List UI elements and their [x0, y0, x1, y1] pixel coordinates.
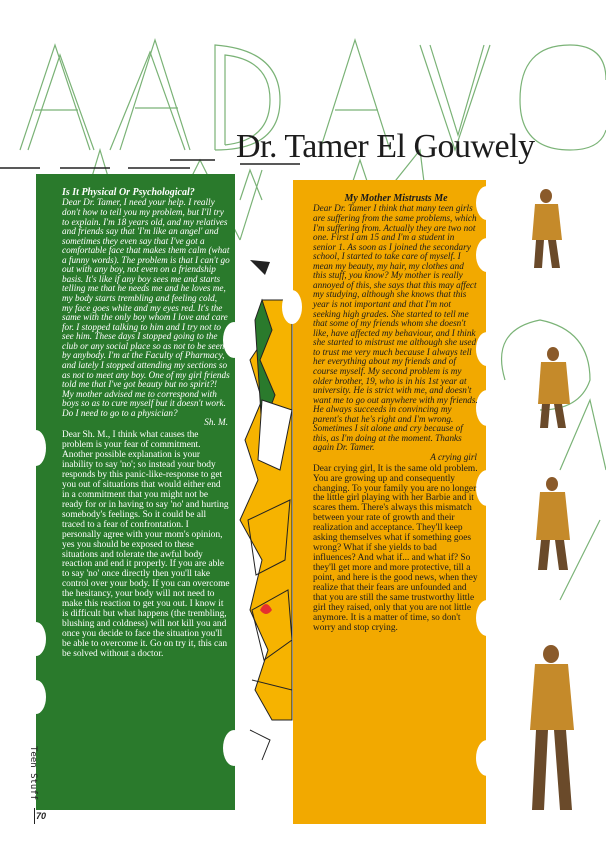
question-signature: Sh. M.	[204, 417, 228, 428]
answer-body: Dear crying girl, It is the same old problem. You are growing up and consequently changing. To your family you are no longer the little girl playing with her Barbie and it scares them. There's always this mismatch between your rate of growth and their realization and acceptance. They'll keep asking themselves what if something goes wrong? What if she yields to bad influences? And what if... and what if? So they'll get more and more protective, till a point, and here is the good news, when they realize that their fears are unfounded and that you are still the same trustworthy little girl they raised, only that you are not little anymore. It is a matter of time, so don't worry and stop crying.	[313, 463, 478, 634]
right-column-notch	[476, 390, 498, 426]
right-column-notch	[282, 290, 302, 324]
right-column-notch	[476, 186, 498, 220]
question-body: Dear Dr. Tamer I think that many teen girls are suffering from the same problems, which I'm suffering from. Actually they are two not one. First I am 15 and I'm a student in senior 1. As soon as I joined the secondary school, I started to take care of myself. I mean my beauty, my hair, my clothes and this stuff, you know? My mother is really annoyed of this, she says that this may affect my studying, although she knows that this year is not important and that I'm not seeking high grades. She started to tell me that some of my friends whom she doesn't like, have affected my behaviour, and I think she started to mistrust me although she used to trust me very much because I always tell her everything about my friends and of course myself. My second problem is my older brother, 19, who is in his 1st year at university. He is strict with me, and doesn't want me to go out anywhere with my friends. He always succeeds in convincing my parent's that he's right and I'm wrong. Sometimes I sit alone and cry because of this, as I'm doing at the moment. Thanks again Dr. Tamer.	[313, 203, 478, 453]
left-column-notch	[223, 730, 245, 766]
right-column-notch	[476, 740, 498, 776]
left-column-notch	[26, 430, 46, 466]
question-title: Is It Physical Or Psychological?	[62, 187, 195, 198]
right-column-notch	[476, 600, 498, 636]
right-column-notch	[476, 332, 498, 366]
section-label	[26, 746, 40, 806]
left-article	[62, 188, 230, 660]
left-column-notch	[26, 622, 46, 656]
page-number-rule	[34, 808, 35, 824]
right-column-notch	[476, 470, 498, 506]
page-number: 70	[36, 811, 47, 821]
section-label-text: Teen Stuff	[28, 746, 38, 801]
collage-strip	[240, 260, 292, 760]
answer-body: Dear Sh. M., I think what causes the problem is your fear of commitment. Another possible explanation is your inability to say 'no'; so instead your body responds by this panic-like-response to get you out of situations that would either end in a commitment that you might not be ready for or in having to say 'no' and hurting somebody's feelings. So it could be all traced to a fear of confrontation. I personally agree with your mom's opinion, yes you should be exposed to these situations and tolerate the awful body reaction and end it properly. If you are able to say 'no' once directly then you'll take control over your body. If you can overcome the hesitancy, your body will not need to make this reaction to get you out. I know it is difficult but what happens (the trembling, blushing and coldness) will not kill you and once you decide to face the situation you'll be able to overcome it. Go on try it, this can be solved without a doctor.	[62, 429, 230, 660]
question-title: My Mother Mistrusts Me	[344, 193, 448, 204]
question-body: Dear Dr. Tamer, I need your help. I really don't how to tell you my problem, but I'll try to explain. I'm 18 years old, and my relatives and friends say that 'I'm like an angel' and sometimes they even say that I've got a comfortable face that makes them calm (what a funny words). The problem is that I can't go out with any boy, not even on a friendship basis. It's like if any boy sees me and starts telling me that he needs me and he loves me, my body starts trembling and feeling cold, my face goes white and my eyes red. It's the same with the only boy whom I love and care for. I stopped talking to him and I try not to see him. These days I stopped going to the club or any social place so as not to be seen by anybody. I'm at the Faculty of Pharmacy, and lately I stopped attending my sections so as not to meet any boy. One of my girl friends told me that I've got beauty but no spirit?! My mother advised me to correspond with boys so as to cure myself but it doesn't work. Do I need to go to a physician?	[62, 197, 230, 418]
page-title: Dr. Tamer El Gouwely	[236, 128, 535, 165]
question-signature: A crying girl	[430, 452, 477, 463]
walking-man-1	[532, 189, 562, 268]
walking-man-3	[536, 477, 570, 570]
walking-man-2	[538, 347, 570, 428]
right-column-notch	[476, 238, 498, 272]
right-article	[313, 194, 479, 634]
left-column-notch	[26, 680, 46, 714]
walking-man-figures	[530, 189, 574, 810]
walking-man-4	[530, 645, 574, 810]
